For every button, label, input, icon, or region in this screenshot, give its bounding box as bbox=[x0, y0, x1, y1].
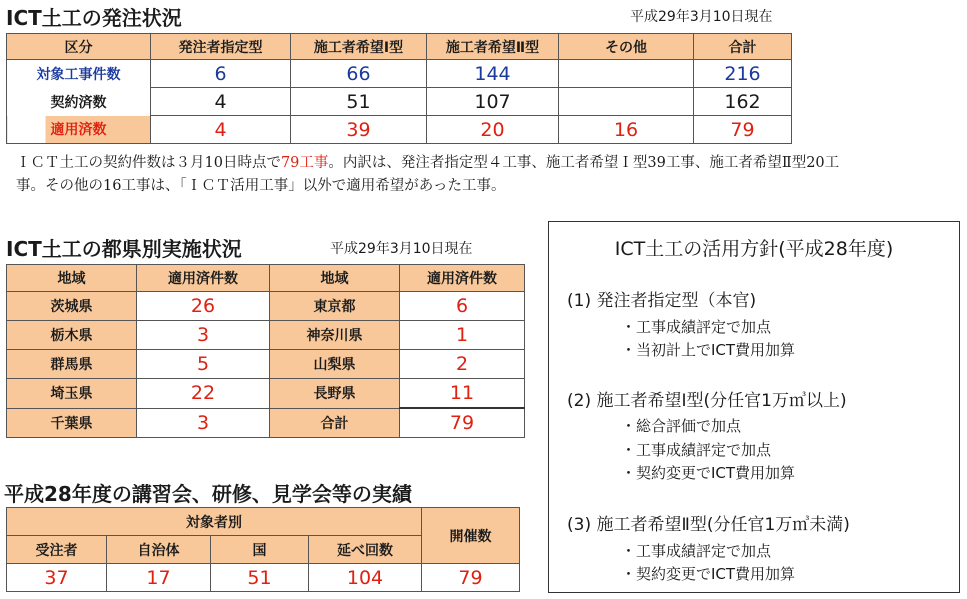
table-row bbox=[7, 564, 520, 592]
header-category: 区分 bbox=[7, 34, 151, 60]
header-group: 対象者別 bbox=[7, 508, 422, 536]
table-cell: 51 bbox=[211, 564, 309, 592]
total-count: 79 bbox=[400, 408, 525, 438]
header-region-left: 地域 bbox=[7, 265, 137, 292]
table-row bbox=[7, 292, 525, 321]
table-cell: 6 bbox=[151, 60, 291, 88]
table-cell: 17 bbox=[107, 564, 211, 592]
header-municipality: 自治体 bbox=[107, 536, 211, 564]
section2-title: ICT土工の都県別実施状況 bbox=[6, 237, 242, 261]
table-cell: 66 bbox=[291, 60, 427, 88]
prefecture-name: 神奈川県 bbox=[270, 321, 400, 350]
header-type2: 施工者希望Ⅱ型 bbox=[427, 34, 559, 60]
summary-text-2: 。内訳は、発注者指定型４工事、施工者希望Ｉ型39工事、施工者希望Ⅱ型20工事。その他の16工事は、「ＩＣＴ活用工事」以外で適用希望があった工事。 bbox=[16, 155, 840, 194]
table-cell bbox=[559, 88, 694, 116]
prefecture-name: 群馬県 bbox=[7, 350, 137, 379]
row-label-contracted: 契約済数 bbox=[7, 88, 151, 116]
policy-bullet: ・工事成績評定で加点 bbox=[621, 542, 772, 560]
prefecture-count: 6 bbox=[400, 292, 525, 321]
table-cell: 79 bbox=[422, 564, 520, 592]
table-cell: 162 bbox=[694, 88, 792, 116]
row-label-applied: 適用済数 bbox=[7, 116, 151, 144]
table-cell: 39 bbox=[291, 116, 427, 144]
prefecture-name: 山梨県 bbox=[270, 350, 400, 379]
policy-bullet: ・工事成績評定で加点 bbox=[621, 441, 772, 459]
policy-section-heading: (3) 施工者希望Ⅱ型(分任官1万㎥未満) bbox=[567, 515, 850, 535]
policy-section-heading: (1) 発注者指定型（本官) bbox=[567, 291, 757, 311]
table-cell: 4 bbox=[151, 116, 291, 144]
order-status-header-row bbox=[7, 34, 792, 60]
table-cell: 4 bbox=[151, 88, 291, 116]
table-cell: 104 bbox=[309, 564, 422, 592]
table-row bbox=[7, 88, 792, 116]
table-row bbox=[7, 379, 525, 409]
header-region-right: 地域 bbox=[270, 265, 400, 292]
table-cell: 51 bbox=[291, 88, 427, 116]
prefecture-name: 東京都 bbox=[270, 292, 400, 321]
header-national: 国 bbox=[211, 536, 309, 564]
prefecture-name: 埼玉県 bbox=[7, 379, 137, 409]
header-designated: 発注者指定型 bbox=[151, 34, 291, 60]
training-table bbox=[6, 507, 520, 592]
table-cell bbox=[559, 60, 694, 88]
table-row bbox=[7, 116, 792, 144]
table-cell: 16 bbox=[559, 116, 694, 144]
header-other: その他 bbox=[559, 34, 694, 60]
table-row bbox=[7, 350, 525, 379]
summary-highlight: 79工事 bbox=[280, 155, 329, 171]
table-cell: 20 bbox=[427, 116, 559, 144]
policy-bullet: ・総合評価で加点 bbox=[621, 417, 742, 435]
prefecture-name: 茨城県 bbox=[7, 292, 137, 321]
table-cell: 107 bbox=[427, 88, 559, 116]
policy-bullet: ・契約変更でICT費用加算 bbox=[621, 565, 796, 583]
header-count-left: 適用済件数 bbox=[137, 265, 270, 292]
total-label: 合計 bbox=[270, 408, 400, 438]
prefecture-name: 長野県 bbox=[270, 379, 400, 409]
policy-bullet: ・当初計上でICT費用加算 bbox=[621, 341, 796, 359]
prefecture-table bbox=[6, 264, 525, 438]
header-type1: 施工者希望Ⅰ型 bbox=[291, 34, 427, 60]
prefecture-count: 26 bbox=[137, 292, 270, 321]
prefecture-count: 11 bbox=[400, 379, 525, 409]
section1-title: ICT土工の発注状況 bbox=[6, 6, 182, 30]
header-total-sessions: 延べ回数 bbox=[309, 536, 422, 564]
prefecture-count: 5 bbox=[137, 350, 270, 379]
prefecture-name: 千葉県 bbox=[7, 408, 137, 438]
table-row bbox=[7, 321, 525, 350]
header-count-right: 適用済件数 bbox=[400, 265, 525, 292]
table-row bbox=[7, 60, 792, 88]
prefecture-name: 栃木県 bbox=[7, 321, 137, 350]
table-row bbox=[7, 408, 525, 438]
policy-bullet: ・契約変更でICT費用加算 bbox=[621, 464, 796, 482]
prefecture-count: 3 bbox=[137, 321, 270, 350]
header-count: 開催数 bbox=[422, 508, 520, 564]
order-status-table bbox=[6, 33, 792, 144]
policy-box bbox=[548, 221, 960, 593]
table-cell: 216 bbox=[694, 60, 792, 88]
row-label-target: 対象工事件数 bbox=[7, 60, 151, 88]
section3-title: 平成28年度の講習会、研修、見学会等の実績 bbox=[4, 482, 412, 506]
policy-section-heading: (2) 施工者希望Ⅰ型(分任官1万㎥以上) bbox=[567, 391, 847, 411]
policy-bullet: ・工事成績評定で加点 bbox=[621, 318, 772, 336]
table-cell: 79 bbox=[694, 116, 792, 144]
prefecture-header-row bbox=[7, 265, 525, 292]
header-contractor: 受注者 bbox=[7, 536, 107, 564]
prefecture-count: 2 bbox=[400, 350, 525, 379]
table-cell: 144 bbox=[427, 60, 559, 88]
summary-paragraph bbox=[16, 152, 846, 198]
policy-title: ICT土工の活用方針(平成28年度) bbox=[614, 238, 894, 260]
table-cell: 37 bbox=[7, 564, 107, 592]
section1-date: 平成29年3月10日現在 bbox=[630, 9, 773, 25]
prefecture-count: 1 bbox=[400, 321, 525, 350]
header-total: 合計 bbox=[694, 34, 792, 60]
prefecture-count: 22 bbox=[137, 379, 270, 409]
summary-text-1: ＩＣＴ土工の契約件数は３月10日時点で bbox=[16, 155, 281, 171]
prefecture-count: 3 bbox=[137, 408, 270, 438]
section2-date: 平成29年3月10日現在 bbox=[330, 241, 473, 257]
training-group-row bbox=[7, 508, 520, 536]
